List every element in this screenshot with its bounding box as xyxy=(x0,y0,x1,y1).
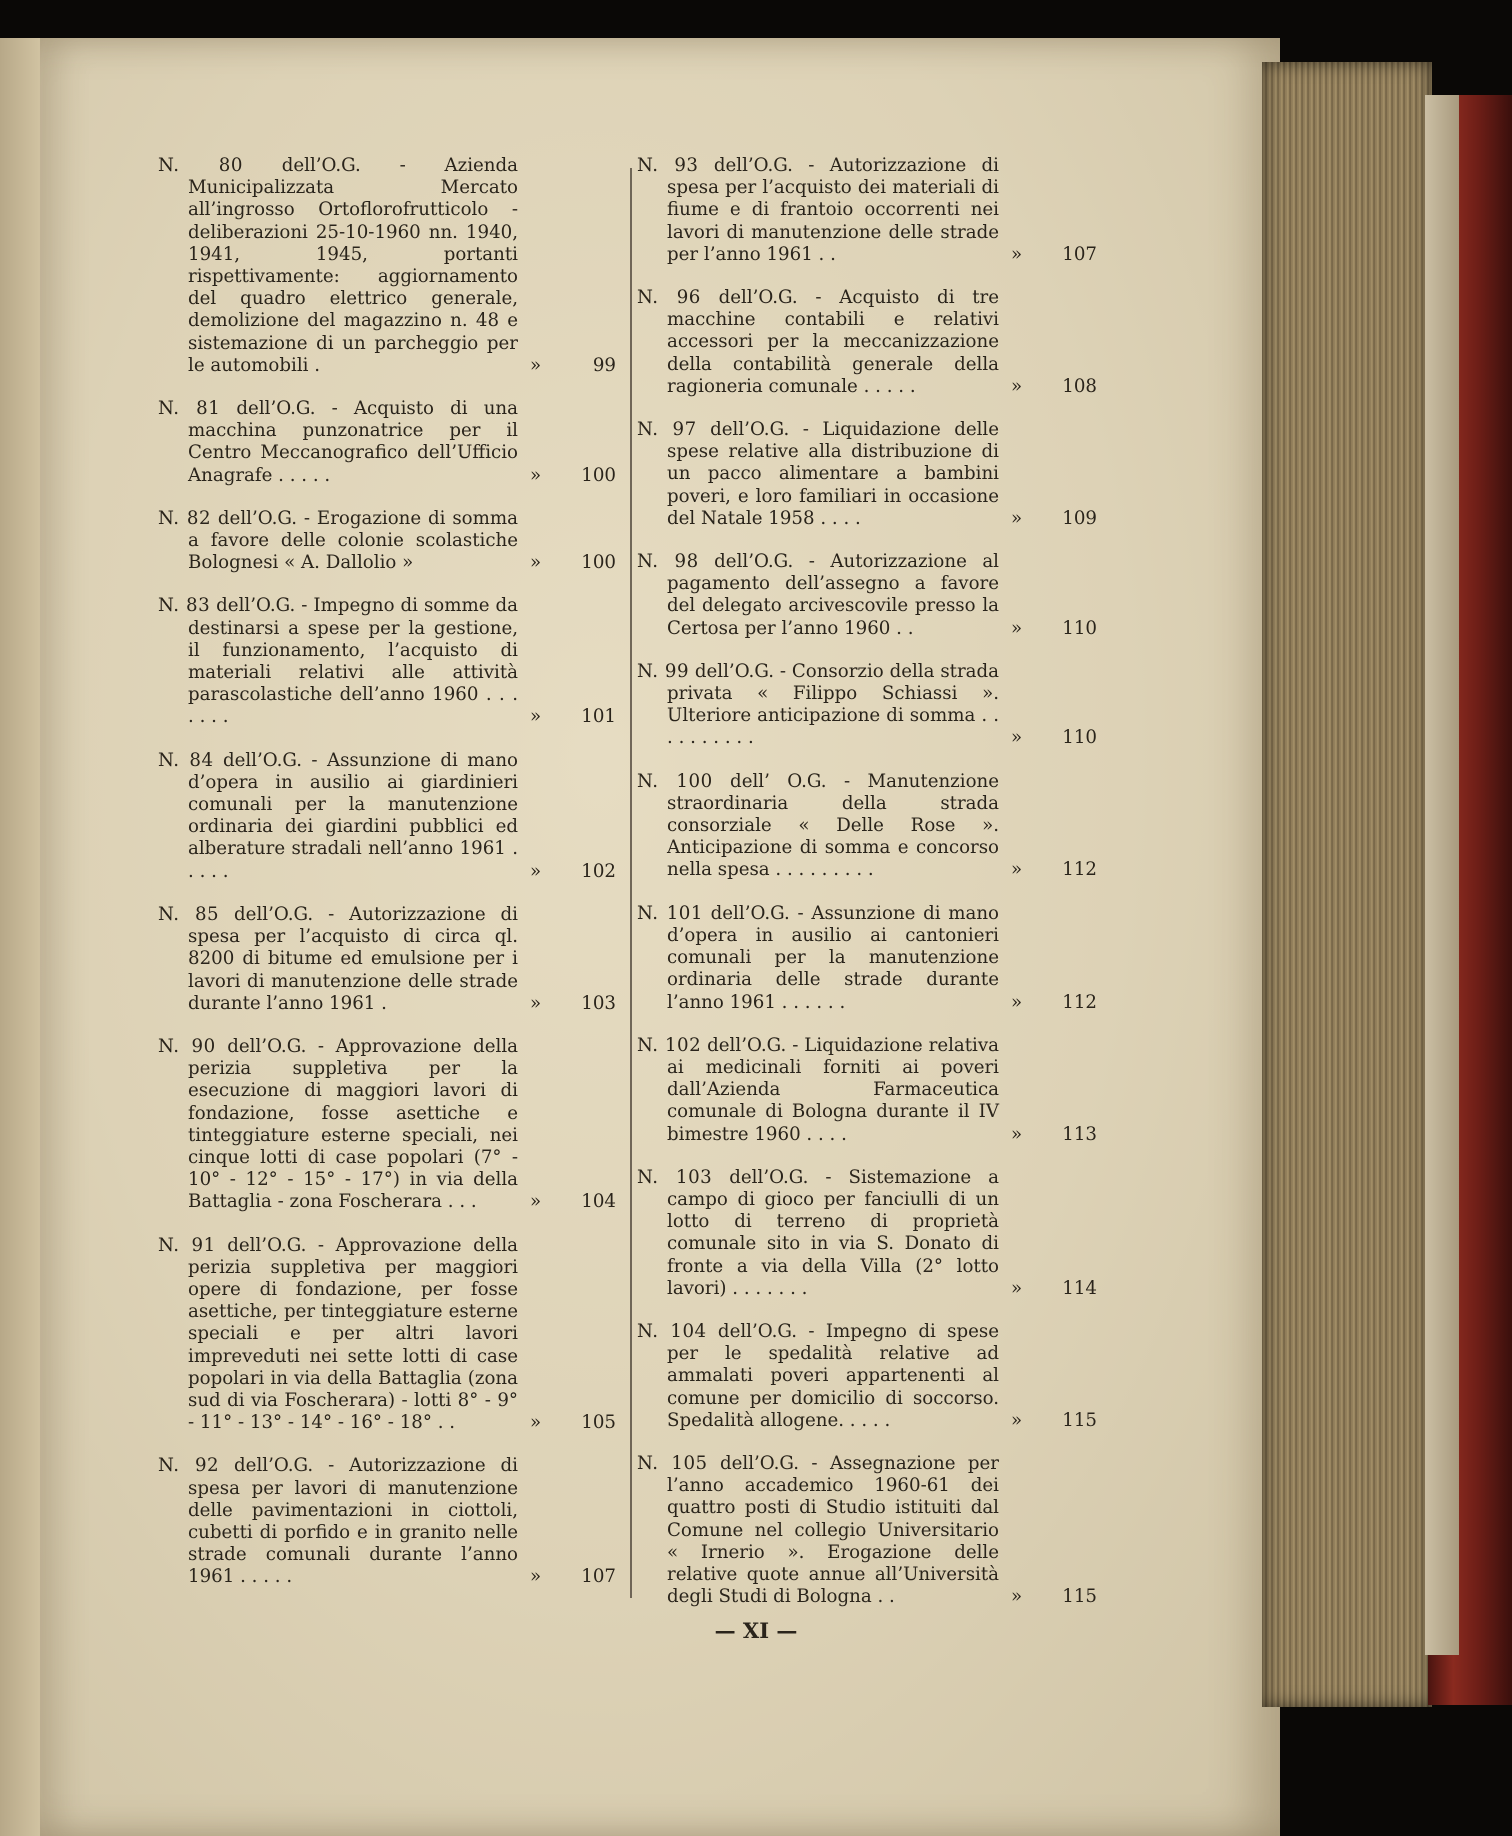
page-reference xyxy=(524,355,616,377)
page-number: 105 xyxy=(581,1412,616,1434)
entry-description: dell’O.G. - Liquidazione relativa ai medicinali forniti ai poveri dall’Azienda Farmaceutica comunale di Bologna durante il IV bimestre 1960 . . . . xyxy=(667,1034,999,1145)
index-entry xyxy=(637,1167,1097,1300)
entry-description: dell’O.G. - Approvazione della perizia suppletiva per maggiori opere di fondazione, per fosse asettiche, per tinteggiature esterne speciali e per altri lavori impreveduti nei sette lotti di case popolari in via della Battaglia (zona sud di via Foscherara) - lotti 8° - 9° - 11° - 13° - 14° - 16° - 18° . . xyxy=(188,1234,518,1434)
ditto-mark: » xyxy=(530,1191,542,1213)
ditto-mark: » xyxy=(1011,727,1023,749)
page-number: 110 xyxy=(1062,617,1097,639)
page-reference xyxy=(524,1191,616,1213)
entry-number: N. 81 xyxy=(158,398,221,420)
ditto-mark: » xyxy=(530,552,542,574)
page-reference xyxy=(1005,859,1097,881)
entry-number: N. 105 xyxy=(637,1452,708,1474)
entry-description: dell’O.G. - Erogazione di somma a favore delle colonie scolastiche Bolognesi « A. Dallolio » xyxy=(188,507,518,574)
ditto-mark: » xyxy=(1011,859,1023,881)
right-column xyxy=(637,155,1097,1629)
entry-description: dell’O.G. - Assunzione di mano d’opera in ausilio ai cantonieri comunali per la manutenzione ordinaria delle strade durante l’anno 1961 . . . . . . xyxy=(667,902,999,1013)
page-reference xyxy=(1005,508,1097,530)
index-entry xyxy=(158,398,616,487)
index-entry xyxy=(158,155,616,377)
page-number: 99 xyxy=(592,354,616,376)
entry-text xyxy=(158,1036,616,1214)
page-reference xyxy=(524,1566,616,1588)
entry-text xyxy=(158,1235,616,1435)
page-number: 112 xyxy=(1062,859,1097,881)
entry-number: N. 92 xyxy=(158,1455,220,1477)
index-entry xyxy=(637,903,1097,1014)
entry-description: dell’O.G. - Autorizzazione di spesa per l’acquisto dei materiali di fiume e di frantoio occorrenti nei lavori di manutenzione delle strade per l’anno 1961 . . xyxy=(667,155,999,265)
page-number: 104 xyxy=(581,1191,616,1213)
column-rule xyxy=(630,168,632,1598)
page-number: 112 xyxy=(1062,991,1097,1013)
page-reference xyxy=(524,706,616,728)
ditto-mark: » xyxy=(530,860,542,882)
left-column xyxy=(158,155,616,1610)
page-number: 102 xyxy=(581,860,616,882)
page-reference xyxy=(1005,618,1097,640)
index-entry xyxy=(637,1035,1097,1146)
entry-description: dell’O.G. - Sistemazione a campo di gioco per fanciulli di un lotto di terreno di proprietà comunale sito in via S. Donato di fronte a via della Villa (2° lotto lavori) . . . . . . . xyxy=(667,1166,999,1299)
index-entry xyxy=(637,155,1097,266)
index-entry xyxy=(637,551,1097,640)
ditto-mark: » xyxy=(530,354,542,376)
entry-number: N. 85 xyxy=(158,903,220,925)
page-reference xyxy=(524,465,616,487)
entry-description: dell’O.G. - Autorizzazione di spesa per lavori di manutenzione delle pavimentazioni in ciottoli, cubetti di porfido e in granito nelle strade comunali durante l’anno 1961 . . . . . xyxy=(188,1455,518,1588)
ditto-mark: » xyxy=(1011,1586,1023,1608)
index-entry xyxy=(158,1036,616,1214)
entry-description: dell’ O.G. - Manutenzione straordinaria della strada consorziale « Delle Rose ». Anticipazione di somma e concorso nella spesa . . . . . . . . . xyxy=(667,770,1000,881)
page-reference xyxy=(524,993,616,1015)
page-number: 100 xyxy=(581,464,616,486)
page-reference xyxy=(1005,1278,1097,1300)
page-reference xyxy=(1005,244,1097,266)
index-entry xyxy=(637,287,1097,398)
ditto-mark: » xyxy=(530,992,542,1014)
page-reference xyxy=(1005,376,1097,398)
page-number: 110 xyxy=(1062,727,1097,749)
entry-number: N. 93 xyxy=(637,155,699,176)
index-entry xyxy=(158,1455,616,1588)
page-number: 113 xyxy=(1062,1123,1097,1145)
entry-number: N. 97 xyxy=(637,419,697,441)
entry-number: N. 91 xyxy=(158,1234,216,1256)
page-number: 115 xyxy=(1062,1586,1097,1608)
entry-description: dell’O.G. - Autorizzazione di spesa per l’acquisto di circa ql. 8200 di bitume ed emulsione per i lavori di manutenzione delle strade durante l’anno 1961 . xyxy=(188,903,518,1014)
entry-text xyxy=(637,1453,1097,1608)
ditto-mark: » xyxy=(1011,1409,1023,1431)
page-folio: — XI — xyxy=(714,1618,798,1643)
page-number: 109 xyxy=(1062,507,1097,529)
entry-description: dell’O.G. - Acquisto di tre macchine contabili e relativi accessori per la meccanizzazione della contabilità generale della ragioneria comunale . . . . . xyxy=(667,287,999,397)
entry-description: dell’O.G. - Assunzione di mano d’opera in ausilio ai giardinieri comunali per la manutenzione ordinaria dei giardini pubblici ed alberature stradali nell’anno 1961 . . . . . xyxy=(188,749,518,882)
page-number: 114 xyxy=(1062,1277,1097,1299)
entry-description: dell’O.G. - Liquidazione delle spese relative alla distribuzione di un pacco alimentare a bambini poveri, e loro familiari in occasione del Natale 1958 . . . . xyxy=(667,419,999,529)
entry-number: N. 96 xyxy=(637,287,701,309)
cover-board-edge xyxy=(1425,95,1459,1655)
entry-description: dell’O.G. - Acquisto di una macchina punzonatrice per il Centro Meccanografico dell’Ufficio Anagrafe . . . . . xyxy=(188,398,518,486)
ditto-mark: » xyxy=(1011,507,1023,529)
ditto-mark: » xyxy=(1011,1277,1023,1299)
page-block-edges xyxy=(1262,62,1432,1707)
entry-number: N. 90 xyxy=(158,1035,216,1057)
entry-text xyxy=(158,155,616,377)
ditto-mark: » xyxy=(1011,1123,1023,1145)
ditto-mark: » xyxy=(530,1566,542,1588)
entry-description: dell’O.G. - Approvazione della perizia suppletiva per la esecuzione di maggiori lavori di fondazione, fosse asettiche e tinteggiature esterne speciali, nei cinque lotti di case popolari (7° - 10° - 12° - 15° - 17°) in via della Battaglia - zona Foscherara . . . xyxy=(188,1035,518,1213)
entry-description: dell’O.G. - Impegno di somme da destinarsi a spese per la gestione, il funzionamento, l’acquisto di materiali relativi alle attività parascolastiche dell’anno 1960 . . . . . . . xyxy=(188,595,518,728)
entry-number: N. 102 xyxy=(637,1034,702,1056)
page-number: 107 xyxy=(1062,243,1097,265)
page-reference xyxy=(1005,727,1097,749)
entry-number: N. 99 xyxy=(637,660,690,682)
page-reference xyxy=(524,861,616,883)
index-entry xyxy=(158,904,616,1015)
entry-number: N. 83 xyxy=(158,595,211,617)
entry-number: N. 84 xyxy=(158,749,214,771)
page-reference xyxy=(1005,1124,1097,1146)
index-entry xyxy=(158,750,616,883)
entry-number: N. 100 xyxy=(637,770,713,792)
ditto-mark: » xyxy=(1011,375,1023,397)
entry-description: dell’O.G. - Assegnazione per l’anno accademico 1960-61 dei quattro posti di Studio istituiti dal Comune nel collegio Universitario « Irnerio ». Erogazione delle relative quote annue all’Università degli Studi di Bologna . . xyxy=(667,1452,999,1608)
index-entry xyxy=(637,771,1097,882)
index-entry xyxy=(637,1321,1097,1432)
index-entry xyxy=(158,595,616,728)
entry-description: dell’O.G. - Impegno di spese per le spedalità relative ad ammalati poveri appartenenti al comune per domicilio di soccorso. Spedalità allogene. . . . . xyxy=(667,1320,999,1431)
page-number: 107 xyxy=(581,1566,616,1588)
page-reference xyxy=(524,552,616,574)
ditto-mark: » xyxy=(530,1412,542,1434)
entry-description: dell’O.G. - Consorzio della strada privata « Filippo Schiassi ». Ulteriore anticipazione di somma . . . . . . . . . . xyxy=(667,660,999,749)
page-number: 103 xyxy=(581,992,616,1014)
page-number: 108 xyxy=(1062,375,1097,397)
index-entry xyxy=(158,1235,616,1435)
entry-number: N. 104 xyxy=(637,1320,707,1342)
entry-number: N. 98 xyxy=(637,551,699,573)
ditto-mark: » xyxy=(1011,243,1023,265)
page-reference xyxy=(1005,992,1097,1014)
entry-description: dell’O.G. - Azienda Municipalizzata Mercato all’ingrosso Ortoflorofrutticolo - deliberazioni 25-10-1960 nn. 1940, 1941, 1945, portanti rispettivamente: aggiornamento del quadro elettrico generale, demolizione del magazzino n. 48 e sistemazione di un parcheggio per le automobili . xyxy=(188,155,518,376)
index-entry xyxy=(637,1453,1097,1608)
index-entry xyxy=(158,508,616,575)
page-reference xyxy=(1005,1586,1097,1608)
entry-description: dell’O.G. - Autorizzazione al pagamento dell’assegno a favore del delegato arcivescovile presso la Certosa per l’anno 1960 . . xyxy=(667,551,999,639)
entry-number: N. 101 xyxy=(637,902,703,924)
ditto-mark: » xyxy=(1011,991,1023,1013)
page-number: 100 xyxy=(581,552,616,574)
ditto-mark: » xyxy=(530,464,542,486)
page-reference xyxy=(1005,1410,1097,1432)
ditto-mark: » xyxy=(530,706,542,728)
page-number: 101 xyxy=(581,706,616,728)
index-entry xyxy=(637,419,1097,530)
entry-number: N. 80 xyxy=(158,155,243,176)
index-entry xyxy=(637,661,1097,750)
entry-number: N. 82 xyxy=(158,507,212,529)
page-number: 115 xyxy=(1062,1409,1097,1431)
entry-number: N. 103 xyxy=(637,1166,713,1188)
ditto-mark: » xyxy=(1011,617,1023,639)
page-reference xyxy=(524,1412,616,1434)
